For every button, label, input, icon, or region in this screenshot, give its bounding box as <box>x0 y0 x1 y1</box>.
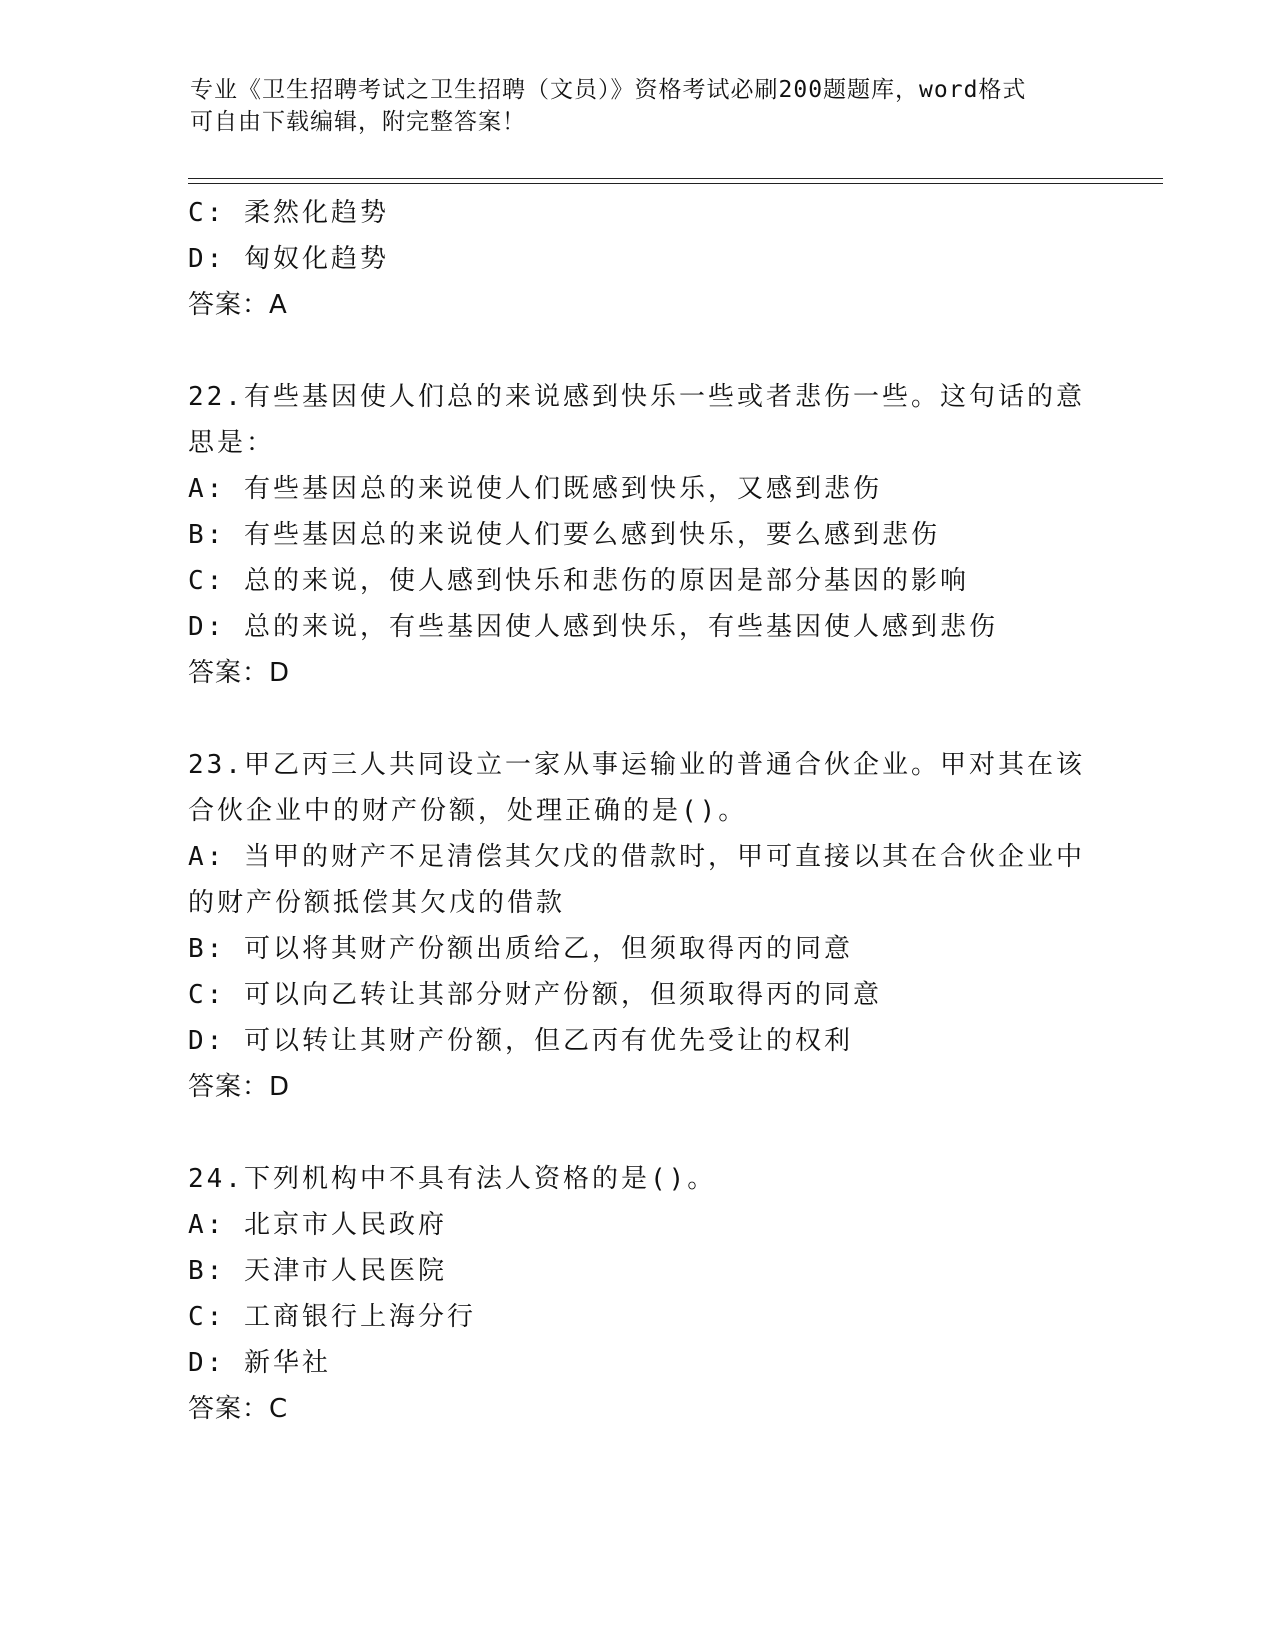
question-stem: 23.甲乙丙三人共同设立一家从事运输业的普通合伙企业。甲对其在该 <box>188 750 1085 780</box>
option-c: C: 总的来说，使人感到快乐和悲伤的原因是部分基因的影响 <box>188 566 969 596</box>
option-c: C: 可以向乙转让其部分财产份额，但须取得丙的同意 <box>188 980 882 1010</box>
question-23 <box>188 742 1088 1110</box>
option-a: A: 有些基因总的来说使人们既感到快乐，又感到悲伤 <box>188 474 882 504</box>
option-d: D: 新华社 <box>188 1348 331 1378</box>
option-b: B: 可以将其财产份额出质给乙，但须取得丙的同意 <box>188 934 853 964</box>
question-stem: 思是： <box>188 428 276 458</box>
option-a: A: 当甲的财产不足清偿其欠戊的借款时，甲可直接以其在合伙企业中 <box>188 842 1085 872</box>
option-c: C: 柔然化趋势 <box>188 198 389 228</box>
option-c: C: 工商银行上海分行 <box>188 1302 476 1332</box>
option-d: D: 总的来说，有些基因使人感到快乐，有些基因使人感到悲伤 <box>188 612 998 642</box>
question-22 <box>188 374 1088 696</box>
option-d: D: 可以转让其财产份额，但乙丙有优先受让的权利 <box>188 1026 853 1056</box>
question-stem: 合伙企业中的财产份额，处理正确的是()。 <box>188 796 748 826</box>
spacer <box>188 328 1088 374</box>
question-24 <box>188 1156 1088 1432</box>
header-line-1: 专业《卫生招聘考试之卫生招聘（文员）》资格考试必刷200题题库，word格式 <box>190 77 1027 103</box>
answer-line: 答案：D <box>188 1072 291 1102</box>
option-b: B: 天津市人民医院 <box>188 1256 447 1286</box>
header-rule-top <box>188 178 1163 179</box>
answer-line: 答案：C <box>188 1394 289 1424</box>
spacer <box>188 1110 1088 1156</box>
prev-question-block <box>188 190 1088 328</box>
option-b: B: 有些基因总的来说使人们要么感到快乐，要么感到悲伤 <box>188 520 940 550</box>
header-rule-bottom <box>188 183 1163 184</box>
question-stem: 24.下列机构中不具有法人资格的是()。 <box>188 1164 717 1194</box>
document-body <box>188 190 1088 1432</box>
answer-line: 答案：D <box>188 658 291 688</box>
answer-line: 答案：A <box>188 290 288 320</box>
option-a: A: 北京市人民政府 <box>188 1210 447 1240</box>
document-header <box>190 74 1090 138</box>
header-line-2: 可自由下载编辑，附完整答案！ <box>190 109 526 135</box>
question-stem: 22.有些基因使人们总的来说感到快乐一些或者悲伤一些。这句话的意 <box>188 382 1085 412</box>
option-a-continued: 的财产份额抵偿其欠戊的借款 <box>188 888 566 918</box>
option-d: D: 匈奴化趋势 <box>188 244 389 274</box>
spacer <box>188 696 1088 742</box>
